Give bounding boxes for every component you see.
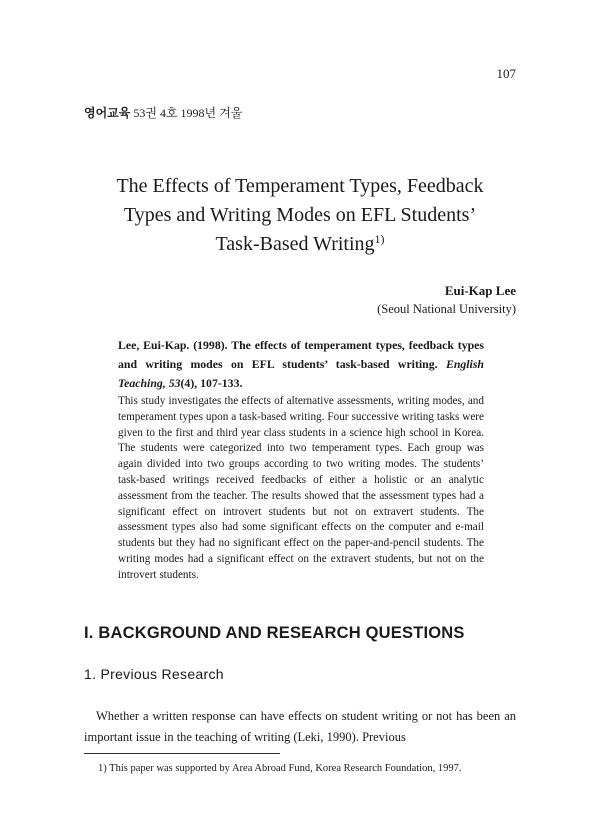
journal-issue: 53권 4호 1998년 겨울 [133,106,243,120]
footnote: 1) This paper was supported by Area Abroad Fund, Korea Research Foundation, 1997. [98,763,462,774]
body-paragraph-text: Whether a written response can have effects on student writing or not has been an important issue in the teaching of writing (Leki, 1990). Previous [84,709,516,744]
citation-text: Lee, Eui-Kap. (1998). The effects of temperament types, feedback types and writing modes on EFL students’ task-based writing. [118,338,484,371]
footnote-divider [84,753,280,754]
title-line-2: Types and Writing Modes on EFL Students’ [123,204,477,226]
title-line-3-text: Task-Based Writing [215,233,375,255]
subsection-heading: 1. Previous Research [84,666,224,682]
page-number: 107 [496,66,516,81]
citation-issue-pages: (4), 107-133. [180,376,243,390]
citation [118,336,484,393]
title-footnote-marker: 1) [374,232,385,246]
section-heading: I. BACKGROUND AND RESEARCH QUESTIONS [84,624,465,642]
abstract: This study investigates the effects of alternative assessments, writing modes, and temperament types upon a task-based writing. Four successive writing tasks were given to the first and third year class students in a science high school in Korea. The students were categorized into two temperament types. Each group was again divided into two groups according to two writing modes. The students’ task-based writings received feedbacks of either a holistic or an analytic assessment from the teacher. The results showed that the assessment types had a significant effect on introvert students but not on extravert students. The assessment types also had some significant effects on the computer and e-mail students but they had no significant effect on the paper-and-pencil students. The writing modes had a significant effect on the extravert students, but not on the introvert students. [118,395,484,581]
author-affiliation: (Seoul National University) [377,302,516,316]
journal-header [84,104,242,121]
title-line-1: The Effects of Temperament Types, Feedback [116,175,484,197]
citation-journal: English Teaching, 53 [118,357,484,390]
author-name: Eui-Kap Lee [444,283,516,298]
title-line-3 [60,230,540,259]
body-paragraph [84,706,516,748]
paper-title [60,172,540,259]
journal-name: 영어교육 [84,106,131,120]
